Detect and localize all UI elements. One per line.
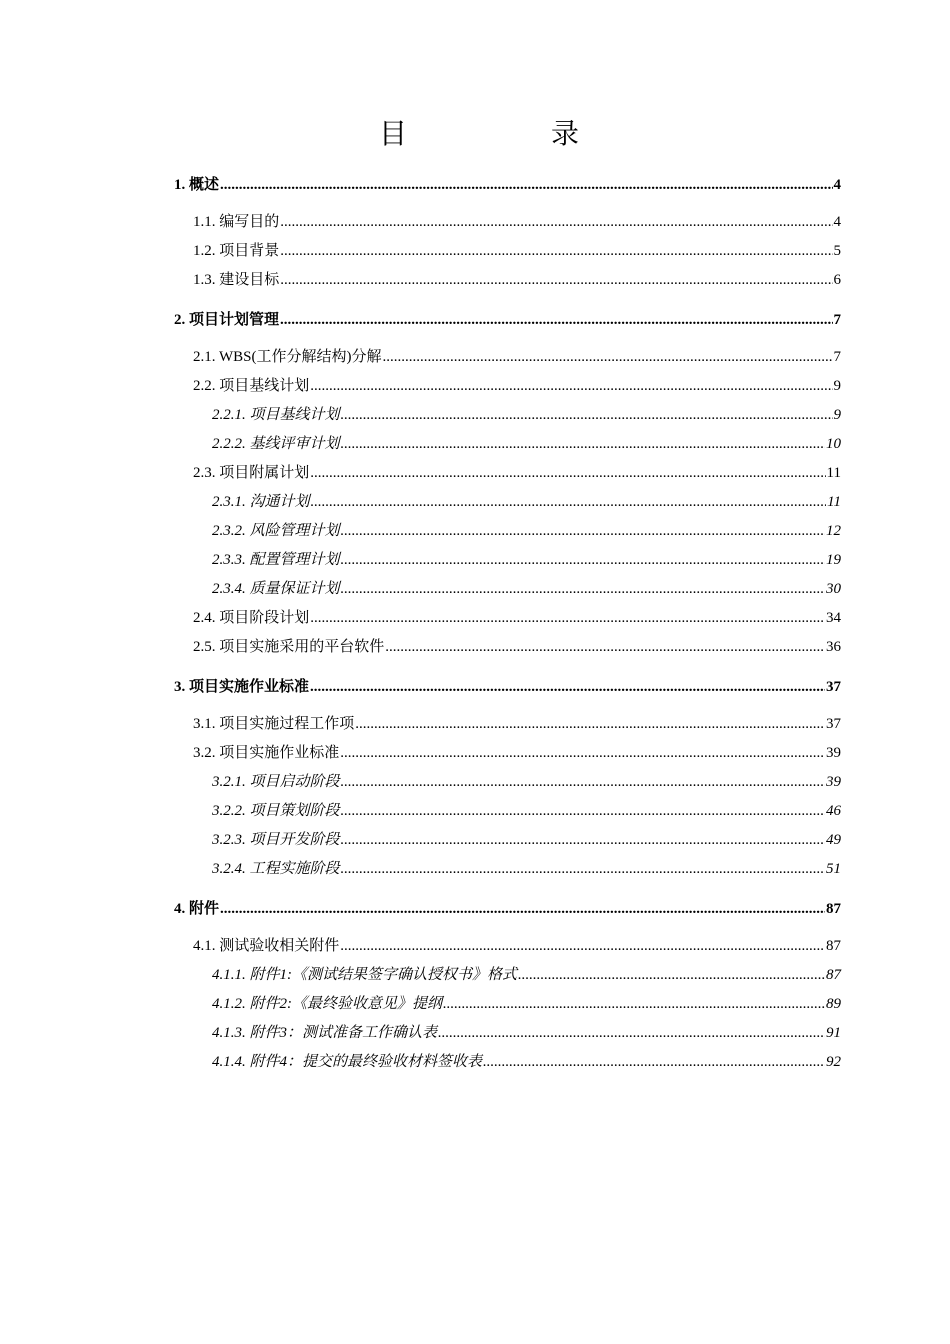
toc-entry-label: [193, 710, 354, 739]
toc-dot-leader: [355, 710, 825, 739]
toc-entry-text: 项目实施采用的平台软件: [219, 639, 385, 655]
toc-entry-level-2[interactable]: [174, 932, 841, 961]
toc-entry-level-3[interactable]: [174, 1048, 841, 1077]
toc-entry-label: [193, 237, 279, 266]
toc-entry-label: [174, 170, 219, 200]
toc-entry-level-1[interactable]: [174, 170, 841, 200]
toc-entry-number: 2.2.1.: [212, 407, 246, 423]
toc-entry-number: 3.2.4.: [212, 861, 246, 877]
toc-entry-number: 3.2.2.: [212, 803, 246, 819]
toc-entry-text: 基线评审计划: [249, 436, 340, 452]
toc-entry-label: [193, 932, 339, 961]
toc-entry-text: 质量保证计划: [249, 581, 340, 597]
toc-entry-label: [174, 672, 309, 702]
toc-entry-label: [212, 488, 310, 517]
toc-dot-leader: [382, 343, 832, 372]
toc-dot-leader: [310, 672, 825, 702]
toc-entry-level-3[interactable]: [174, 575, 841, 604]
toc-entry-label: [193, 372, 309, 401]
toc-entry-number: 3.2.: [193, 745, 216, 761]
toc-entry-label: [174, 305, 279, 335]
toc-entry-text: 项目开发阶段: [249, 832, 340, 848]
toc-entry-number: 4.1.4.: [212, 1054, 246, 1070]
toc-entry-number: 1.: [174, 177, 186, 193]
toc-entry-label: [212, 1019, 437, 1048]
toc-entry-number: 2.4.: [193, 610, 216, 626]
toc-page-number: 36: [826, 639, 841, 655]
toc-dot-leader: [341, 768, 825, 797]
toc-entry-text: 编写目的: [219, 214, 280, 230]
toc-entry-text: 项目计划管理: [189, 312, 280, 328]
toc-entry-text: 项目阶段计划: [219, 610, 310, 626]
toc-page-number: 46: [826, 803, 841, 819]
toc-entry-level-3[interactable]: [174, 768, 841, 797]
toc-entry-level-3[interactable]: [174, 546, 841, 575]
toc-entry-level-1[interactable]: [174, 894, 841, 924]
toc-entry-text: 项目实施过程工作项: [219, 716, 355, 732]
toc-entry-text: 项目实施作业标准: [219, 745, 340, 761]
toc-entry-number: 4.1.2.: [212, 996, 246, 1012]
toc-dot-leader: [340, 932, 825, 961]
toc-entry-label: [212, 1048, 482, 1077]
toc-entry-text: 附件1:《测试结果签字确认授权书》格式: [249, 967, 517, 983]
toc-entry-level-2[interactable]: [174, 459, 841, 488]
toc-entry-level-3[interactable]: [174, 1019, 841, 1048]
toc-entry-label: [212, 990, 442, 1019]
toc-dot-leader: [438, 1019, 825, 1048]
toc-entry-number: 3.2.1.: [212, 774, 246, 790]
toc-entry-level-1[interactable]: [174, 672, 841, 702]
toc-entry-text: 配置管理计划: [249, 552, 340, 568]
toc-page-number: 19: [826, 552, 841, 568]
toc-entry-number: 2.3.1.: [212, 494, 246, 510]
toc-page-number: 37: [826, 716, 841, 732]
toc-entry-label: [212, 797, 340, 826]
toc-entry-text: 项目启动阶段: [249, 774, 340, 790]
toc-page-number: 7: [833, 312, 841, 328]
toc-entry-label: [193, 343, 381, 372]
toc-entry-label: [212, 517, 340, 546]
toc-entry-label: [212, 768, 340, 797]
toc-entry-level-3[interactable]: [174, 488, 841, 517]
toc-entry-text: 附件4：提交的最终验收材料签收表: [249, 1054, 483, 1070]
toc-entry-level-3[interactable]: [174, 961, 841, 990]
toc-page-number: 34: [826, 610, 841, 626]
toc-entry-label: [193, 633, 384, 662]
toc-entry-level-3[interactable]: [174, 430, 841, 459]
toc-page-number: 39: [826, 745, 841, 761]
toc-entry-number: 2.3.3.: [212, 552, 246, 568]
toc-dot-leader: [341, 826, 825, 855]
toc-page-number: 87: [826, 901, 841, 917]
toc-entry-level-3[interactable]: [174, 826, 841, 855]
toc-entry-number: 4.1.1.: [212, 967, 246, 983]
toc-dot-leader: [310, 459, 825, 488]
toc-page-number: 11: [827, 494, 841, 510]
toc-page-number: 49: [826, 832, 841, 848]
toc-entry-level-2[interactable]: [174, 633, 841, 662]
toc-entry-number: 2.1.: [193, 349, 216, 365]
toc-dot-leader: [483, 1048, 825, 1077]
toc-entry-number: 1.3.: [193, 272, 216, 288]
toc-entry-level-1[interactable]: [174, 305, 841, 335]
toc-entry-text: 沟通计划: [249, 494, 310, 510]
toc-dot-leader: [341, 546, 825, 575]
toc-page-number: 87: [826, 967, 841, 983]
toc-entry-label: [193, 604, 309, 633]
toc-dot-leader: [341, 430, 825, 459]
toc-entry-text: 项目附属计划: [219, 465, 310, 481]
toc-title: 目 录: [378, 117, 637, 150]
toc-page-number: 7: [833, 349, 841, 365]
toc-entry-level-2[interactable]: [174, 372, 841, 401]
toc-page-number: 12: [826, 523, 841, 539]
toc-page-number: 6: [833, 272, 841, 288]
toc-entry-number: 1.1.: [193, 214, 216, 230]
toc-dot-leader: [310, 604, 825, 633]
toc-dot-leader: [311, 488, 827, 517]
toc-entry-label: [212, 401, 340, 430]
toc-entry-text: 附件3：测试准备工作确认表: [249, 1025, 438, 1041]
toc-entry-level-3[interactable]: [174, 797, 841, 826]
toc-dot-leader: [341, 517, 825, 546]
toc-entry-number: 2.3.: [193, 465, 216, 481]
toc-entry-level-2[interactable]: [174, 266, 841, 295]
toc-entry-number: 2.3.4.: [212, 581, 246, 597]
toc-entry-label: [193, 739, 339, 768]
toc-dot-leader: [280, 266, 832, 295]
toc-dot-leader: [341, 855, 825, 884]
toc-page-number: 5: [833, 243, 841, 259]
toc-entry-text: 项目基线计划: [249, 407, 340, 423]
toc-entry-text: 工程实施阶段: [249, 861, 340, 877]
toc-page-number: 4: [833, 177, 841, 193]
toc-entry-text: 风险管理计划: [249, 523, 340, 539]
toc-entry-level-3[interactable]: [174, 990, 841, 1019]
toc-page-number: 91: [826, 1025, 841, 1041]
toc-dot-leader: [341, 797, 825, 826]
toc-entry-label: [212, 546, 340, 575]
toc-entry-number: 1.2.: [193, 243, 216, 259]
toc-page-number: 30: [826, 581, 841, 597]
toc-dot-leader: [341, 401, 833, 430]
toc-entry-label: [212, 575, 340, 604]
toc-entry-label: [193, 208, 279, 237]
toc-dot-leader: [280, 305, 832, 335]
toc-dot-leader: [340, 739, 825, 768]
toc-entry-level-2[interactable]: [174, 208, 841, 237]
toc-entry-text: 概述: [189, 177, 220, 193]
toc-entry-text: 项目基线计划: [219, 378, 310, 394]
toc-entry-number: 3.: [174, 679, 186, 695]
toc-dot-leader: [310, 372, 832, 401]
toc-dot-leader: [280, 208, 832, 237]
toc-entry-text: 附件2:《最终验收意见》提纲: [249, 996, 442, 1012]
toc-entry-level-3[interactable]: [174, 855, 841, 884]
toc-entry-level-3[interactable]: [174, 401, 841, 430]
toc-dot-leader: [280, 237, 832, 266]
toc-entry-level-2[interactable]: [174, 343, 841, 372]
toc-entry-text: 项目实施作业标准: [189, 679, 310, 695]
toc-entry-number: 3.1.: [193, 716, 216, 732]
toc-entry-label: [212, 855, 340, 884]
toc-entry-level-2[interactable]: [174, 739, 841, 768]
toc-dot-leader: [443, 990, 825, 1019]
toc-dot-leader: [220, 170, 832, 200]
toc-page-number: 10: [826, 436, 841, 452]
toc-entry-label: [193, 266, 279, 295]
toc-dot-leader: [341, 575, 825, 604]
toc-entry-text: 项目策划阶段: [249, 803, 340, 819]
toc-page-number: 11: [826, 465, 841, 481]
toc-page-number: 51: [826, 861, 841, 877]
toc-entry-number: 2.: [174, 312, 186, 328]
toc-page-number: 89: [826, 996, 841, 1012]
toc-page-number: 9: [833, 407, 841, 423]
toc-entry-number: 4.1.: [193, 938, 216, 954]
toc-entry-label: [212, 430, 340, 459]
table-of-contents: [174, 170, 841, 1077]
toc-entry-label: [212, 961, 517, 990]
toc-dot-leader: [220, 894, 825, 924]
toc-page-number: 87: [826, 938, 841, 954]
toc-page-number: 37: [826, 679, 841, 695]
toc-entry-level-2[interactable]: [174, 604, 841, 633]
toc-entry-level-2[interactable]: [174, 710, 841, 739]
toc-entry-label: [212, 826, 340, 855]
toc-entry-number: 2.3.2.: [212, 523, 246, 539]
toc-entry-text: 测试验收相关附件: [219, 938, 340, 954]
toc-page-number: 92: [826, 1054, 841, 1070]
toc-page-number: 4: [833, 214, 841, 230]
toc-entry-text: 项目背景: [219, 243, 280, 259]
toc-entry-number: 2.2.: [193, 378, 216, 394]
toc-entry-text: WBS(工作分解结构)分解: [218, 349, 382, 365]
toc-entry-number: 3.2.3.: [212, 832, 246, 848]
toc-entry-number: 2.2.2.: [212, 436, 246, 452]
toc-dot-leader: [385, 633, 825, 662]
toc-dot-leader: [518, 961, 825, 990]
toc-entry-text: 附件: [189, 901, 220, 917]
toc-page-number: 9: [833, 378, 841, 394]
toc-entry-level-2[interactable]: [174, 237, 841, 266]
toc-entry-number: 2.5.: [193, 639, 216, 655]
toc-entry-label: [174, 894, 219, 924]
toc-entry-number: 4.1.3.: [212, 1025, 246, 1041]
toc-entry-level-3[interactable]: [174, 517, 841, 546]
toc-entry-label: [193, 459, 309, 488]
toc-entry-text: 建设目标: [219, 272, 280, 288]
toc-page-number: 39: [826, 774, 841, 790]
toc-entry-number: 4.: [174, 901, 186, 917]
